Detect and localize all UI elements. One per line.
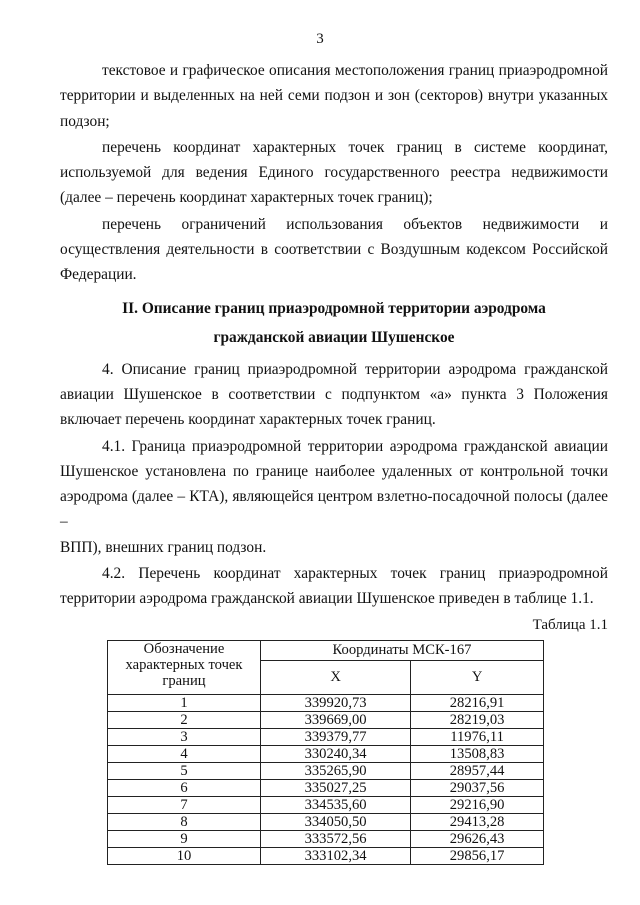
y-coordinate-cell: 28219,03 [411,711,544,728]
x-coordinate-cell: 334050,50 [261,813,411,830]
x-column-header: X [261,660,411,694]
coordinates-group-header: Координаты МСК-167 [261,640,544,660]
table-row [108,813,544,830]
y-coordinate-cell: 28216,91 [411,694,544,711]
point-number-cell: 2 [108,711,261,728]
point-number-cell: 6 [108,779,261,796]
x-coordinate-cell: 339920,73 [261,694,411,711]
paragraph-line: подзон; [60,112,110,130]
y-coordinate-cell: 29216,90 [411,796,544,813]
point-number-cell: 1 [108,694,261,711]
paragraph-line: территории аэродрома гражданской авиации Шушенское приведен в таблице 1.1. [60,590,594,608]
x-coordinate-cell: 339379,77 [261,728,411,745]
point-number-cell: 4 [108,745,261,762]
point-designation-header: Обозначение характерных точек границ [108,640,261,694]
point-number-cell: 5 [108,762,261,779]
paragraph-line: осуществления деятельности в соответствии с Воздушным кодексом Российской [60,241,608,259]
paragraph-line: (далее – перечень координат характерных точек границ); [60,189,433,207]
point-number-cell: 9 [108,830,261,847]
paragraph-line: Шушенское установлена по границе наиболее удаленных от контрольной точки [60,462,608,480]
paragraph-line: включает перечень координат характерных точек границ. [60,411,436,429]
paragraph-line: текстовое и графическое описания местоположения границ приаэродромной [102,62,608,79]
paragraph-line: территории и выделенных на ней семи подзон и зон (секторов) внутри указанных [60,87,608,105]
section-heading [60,294,608,352]
y-coordinate-cell: 11976,11 [411,728,544,745]
paragraph-line: аэродрома (далее – КТА), являющейся центром взлетно-посадочной полосы (далее – [60,488,608,531]
paragraph-line: ВПП), внешних границ подзон. [60,538,267,556]
page-number: 3 [316,31,324,47]
point-number-cell: 8 [108,813,261,830]
paragraph-line: 4.1. Граница приаэродромной территории аэродрома гражданской авиации [102,437,608,455]
paragraph-line: Федерации. [60,266,137,284]
table-row [108,711,544,728]
table-row [108,728,544,745]
paragraph-line: 4.2. Перечень координат характерных точек границ приаэродромной [102,565,608,583]
table-row [108,745,544,762]
table-row [108,847,544,864]
section-paragraphs [60,357,608,612]
paragraph-line: перечень ограничений использования объектов недвижимости и [102,215,608,233]
y-coordinate-cell: 28957,44 [411,762,544,779]
x-coordinate-cell: 335265,90 [261,762,411,779]
y-coordinate-cell: 29856,17 [411,847,544,864]
y-coordinate-cell: 29413,28 [411,813,544,830]
table-row [108,796,544,813]
y-coordinate-cell: 29037,56 [411,779,544,796]
y-column-header: Y [411,660,544,694]
section-heading-line: гражданской авиации Шушенское [213,328,455,346]
section-heading-line: II. Описание границ приаэродромной территории аэродрома [122,299,546,317]
y-coordinate-cell: 29626,43 [411,830,544,847]
x-coordinate-cell: 334535,60 [261,796,411,813]
x-coordinate-cell: 330240,34 [261,745,411,762]
coordinates-table-body [108,694,544,864]
table-caption: Таблица 1.1 [532,616,608,633]
point-number-cell: 7 [108,796,261,813]
table-row [108,694,544,711]
paragraph-line: используемой для ведения Единого государственного реестра недвижимости [60,164,608,182]
point-number-cell: 3 [108,728,261,745]
x-coordinate-cell: 335027,25 [261,779,411,796]
y-coordinate-cell: 13508,83 [411,745,544,762]
table-row [108,779,544,796]
coordinates-table [107,640,544,865]
intro-paragraphs [60,58,608,288]
document-body [60,58,608,865]
paragraph-line: перечень координат характерных точек границ в системе координат, [102,138,608,156]
paragraph-line: 4. Описание границ приаэродромной территории аэродрома гражданской [102,360,608,378]
point-number-cell: 10 [108,847,261,864]
x-coordinate-cell: 339669,00 [261,711,411,728]
x-coordinate-cell: 333102,34 [261,847,411,864]
table-row [108,762,544,779]
paragraph-line: авиации Шушенское в соответствии с подпунктом «а» пункта 3 Положения [60,385,608,403]
table-row [108,830,544,847]
x-coordinate-cell: 333572,56 [261,830,411,847]
